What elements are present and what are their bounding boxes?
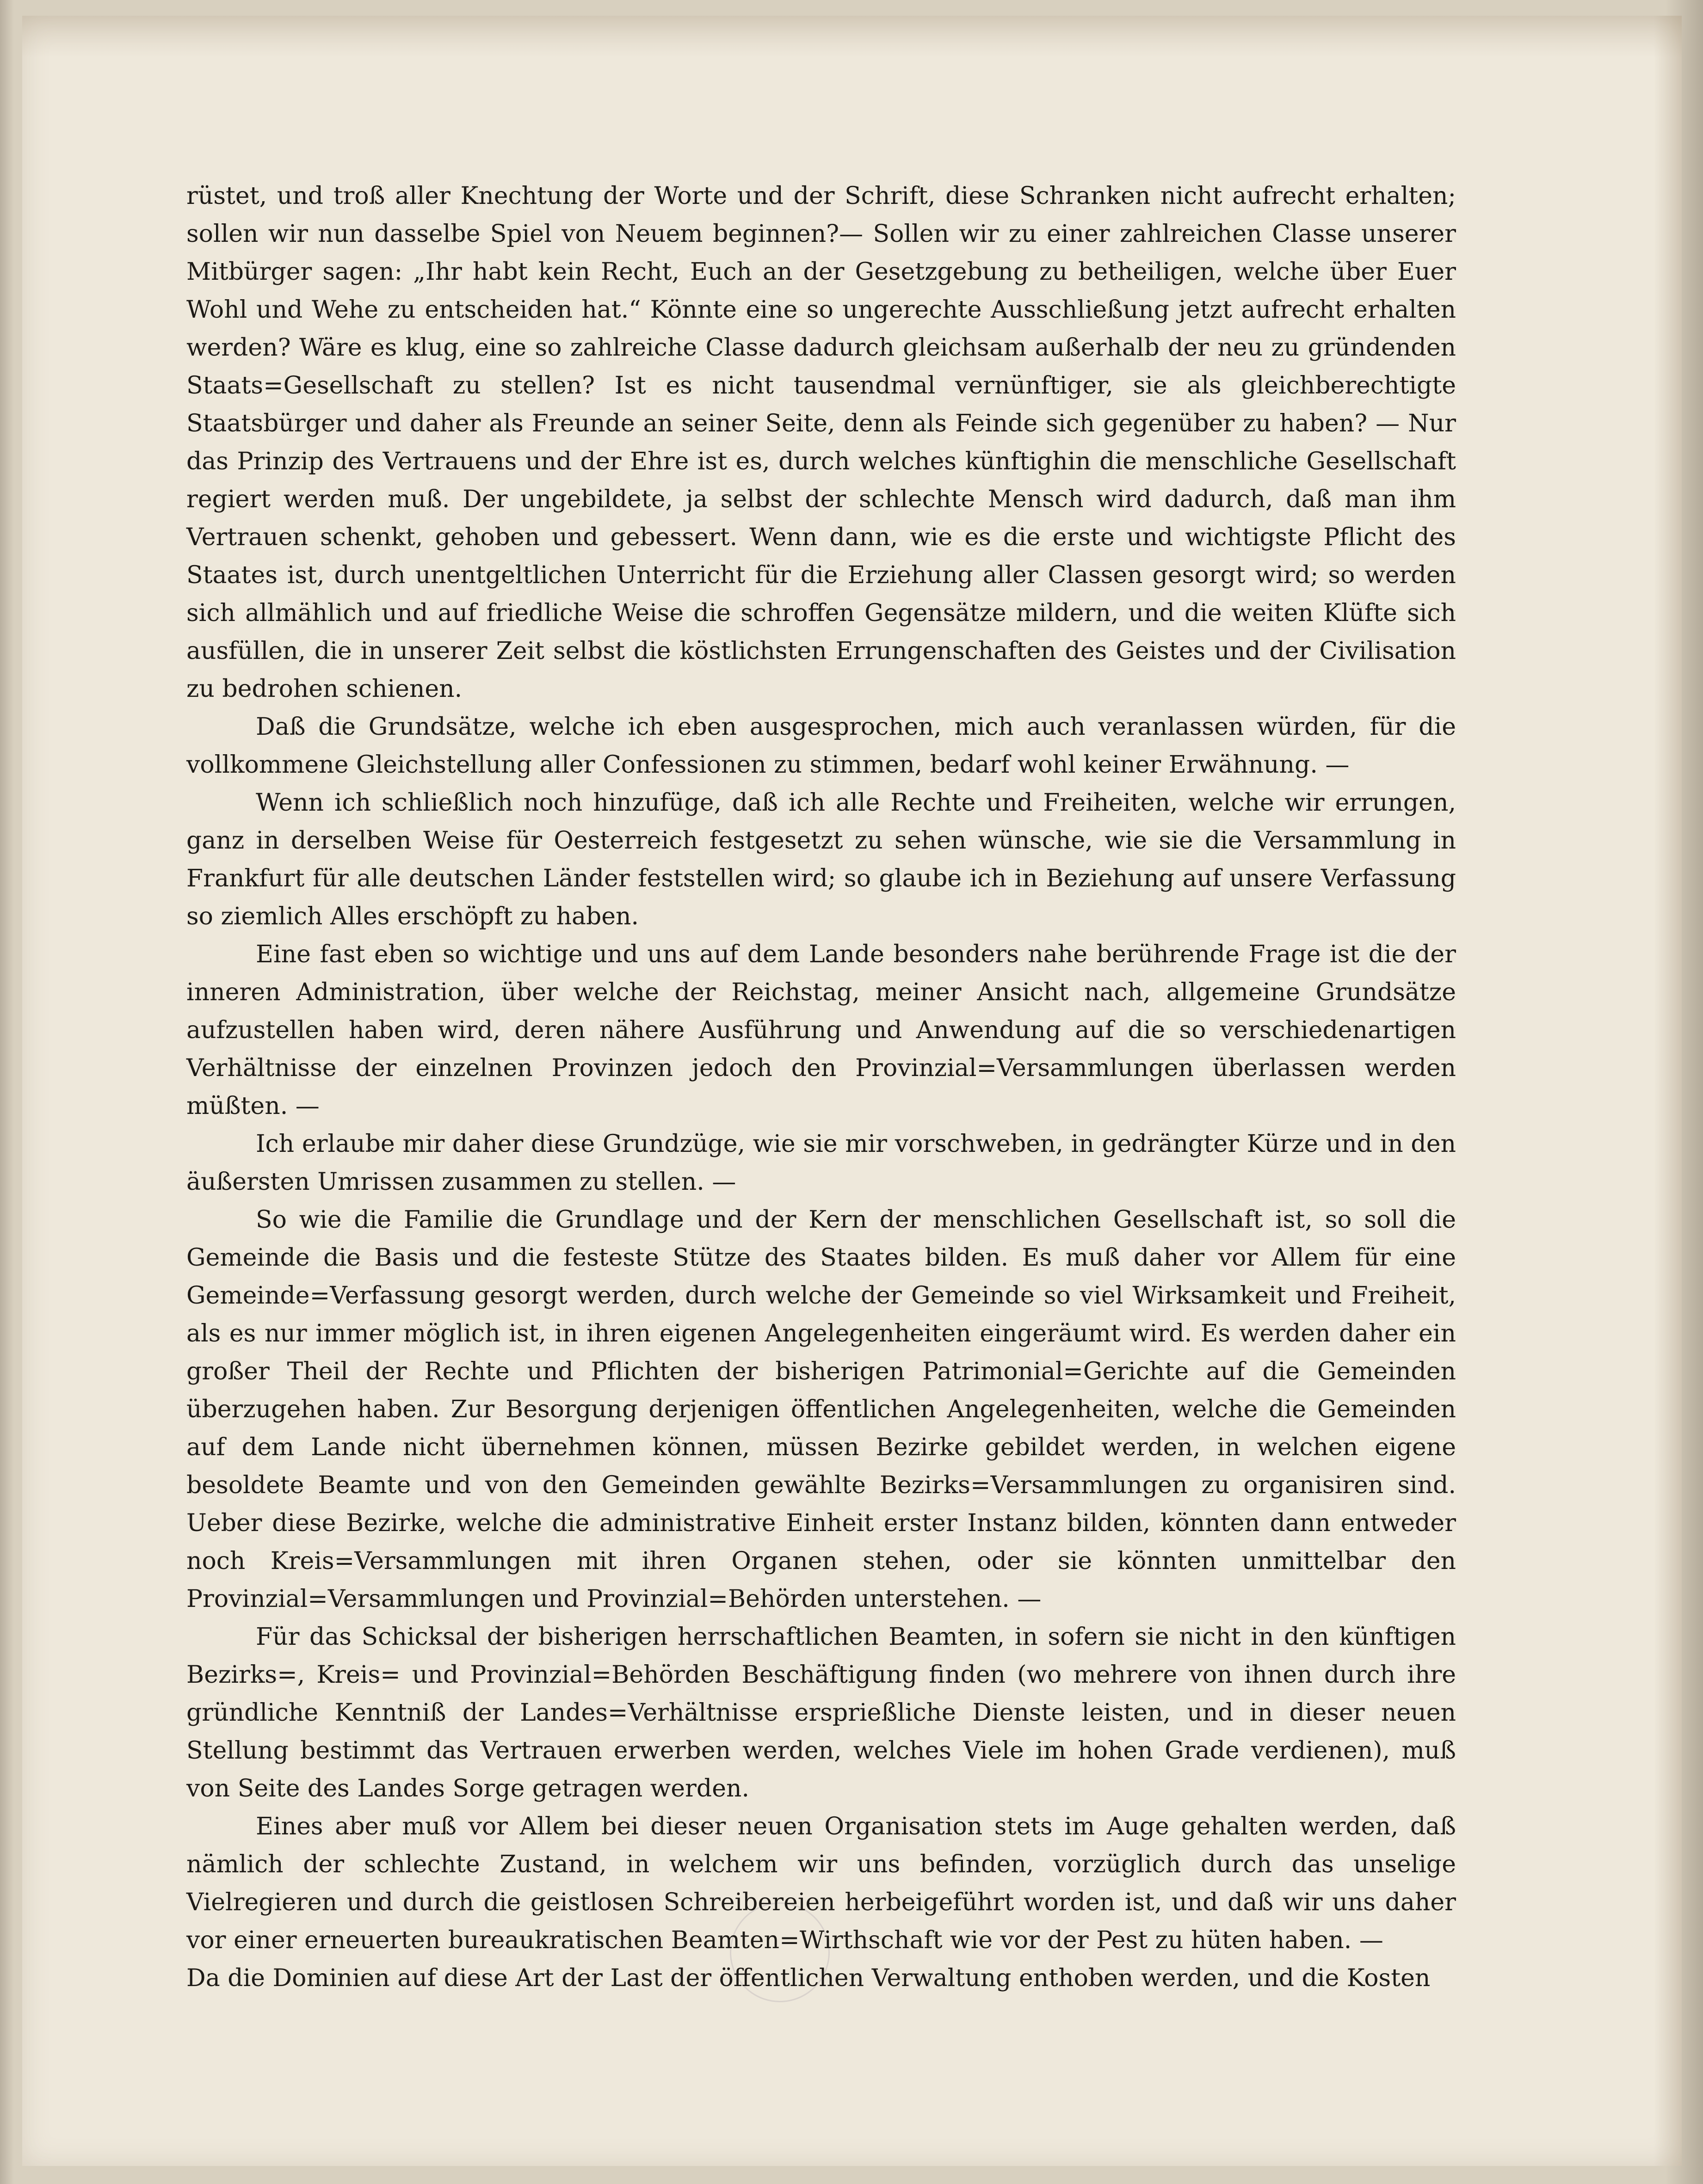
paragraph: Wenn ich schließlich noch hinzufüge, daß ich alle Rechte und Freiheiten, welche wir errungen, ganz in derselben Weise für Oesterreich festgesetzt zu sehen wünsche, wie sie die Versammlung in Frankfurt für alle deutschen Länder feststellen wird; so glaube ich in Beziehung auf unsere Verfassung so ziemlich Alles erschöpft zu haben. [186,789,1456,930]
paragraph: Eines aber muß vor Allem bei dieser neuen Organisation stets im Auge gehalten werden, daß nämlich der schlechte Zustand, in welchem wir uns befinden, vorzüglich durch das unselige Vielregieren und durch die geistlosen Schreibereien herbeigeführt worden ist, und daß wir uns daher vor einer erneuerten bureaukratischen Beamten=Wirthschaft wie vor der Pest zu hüten haben. — [186,1813,1456,1954]
paragraph: Da die Dominien auf diese Art der Last der öffentlichen Verwaltung enthoben werden, und die Kosten [186,1964,1431,1992]
paragraph: Daß die Grundsätze, welche ich eben ausgesprochen, mich auch veranlassen würden, für die vollkommene Gleichstellung aller Confessionen zu stimmen, bedarf wohl keiner Erwähnung. — [186,713,1456,779]
paragraph: Ich erlaube mir daher diese Grundzüge, wie sie mir vorschweben, in gedrängter Kürze und in den äußersten Umrissen zusammen zu stellen. — [186,1130,1456,1196]
page-edge-shadow [1654,16,1682,2166]
paragraph: Eine fast eben so wichtige und uns auf dem Lande besonders nahe berührende Frage ist die der inneren Administration, über welche der Reichstag, meiner Ansicht nach, allgemeine Grundsätze aufzustellen haben wird, deren nähere Ausführung und Anwendung auf die so verschiedenartigen Verhältnisse der einzelnen Provinzen jedoch den Provinzial=Versammlungen überlassen werden müßten. — [186,941,1456,1120]
paragraph: rüstet, und troß aller Knechtung der Worte und der Schrift, diese Schranken nicht aufrecht erhalten; sollen wir nun dasselbe Spiel von Neuem beginnen?— Sollen wir zu einer zahlreichen Classe unserer Mitbürger sagen: „Ihr habt kein Recht, Euch an der Gesetzgebung zu betheiligen, welche über Euer Wohl und Wehe zu entscheiden hat.“ Könnte eine so ungerechte Ausschließung jetzt aufrecht erhalten werden? Wäre es klug, eine so zahlreiche Classe dadurch gleichsam außerhalb der neu zu gründenden Staats=Gesellschaft zu stellen? Ist es nicht tausendmal vernünftiger, sie als gleichberechtigte Staatsbürger und daher als Freunde an seiner Seite, denn als Feinde sich gegenüber zu haben? — Nur das Prinzip des Vertrauens und der Ehre ist es, durch welches künftighin die menschliche Gesellschaft regiert werden muß. Der ungebildete, ja selbst der schlechte Mensch wird dadurch, daß man ihm Vertrauen schenkt, gehoben und gebessert. Wenn dann, wie es die erste und wichtigste Pflicht des Staates ist, durch unentgeltlichen Unterricht für die Erziehung aller Classen gesorgt wird; so werden sich allmählich und auf friedliche Weise die schroffen Gegensätze mildern, und die weiten Klüfte sich ausfüllen, die in unserer Zeit selbst die köstlichsten Errungenschaften des Geistes und der Civilisation zu bedrohen schienen. [186,182,1456,703]
document-text [186,177,1456,1997]
paragraph: Für das Schicksal der bisherigen herrschaftlichen Beamten, in sofern sie nicht in den künftigen Bezirks=, Kreis= und Provinzial=Behörden Beschäftigung finden (wo mehrere von ihnen durch ihre gründliche Kenntniß der Landes=Verhältnisse ersprießliche Dienste leisten, und in dieser neuen Stellung bestimmt das Vertrauen erwerben werden, welches Viele im hohen Grade verdienen), muß von Seite des Landes Sorge getragen werden. [186,1623,1456,1803]
paragraph: So wie die Familie die Grundlage und der Kern der menschlichen Gesellschaft ist, so soll die Gemeinde die Basis und die festeste Stütze des Staates bilden. Es muß daher vor Allem für eine Gemeinde=Verfassung gesorgt werden, durch welche der Gemeinde so viel Wirksamkeit und Freiheit, als es nur immer möglich ist, in ihren eigenen Angelegenheiten eingeräumt wird. Es werden daher ein großer Theil der Rechte und Pflichten der bisherigen Patrimonial=Gerichte auf die Gemeinden überzugehen haben. Zur Besorgung derjenigen öffentlichen Angelegenheiten, welche die Gemeinden auf dem Lande nicht übernehmen können, müssen Bezirke gebildet werden, in welchen eigene besoldete Beamte und von den Gemeinden gewählte Bezirks=Versammlungen zu organisiren sind. Ueber diese Bezirke, welche die administrative Einheit erster Instanz bilden, könnten dann entweder noch Kreis=Versammlungen mit ihren Organen stehen, oder sie könnten unmittelbar den Provinzial=Versammlungen und Provinzial=Behörden unterstehen. — [186,1206,1456,1613]
page-fold-shadow [22,16,1682,57]
